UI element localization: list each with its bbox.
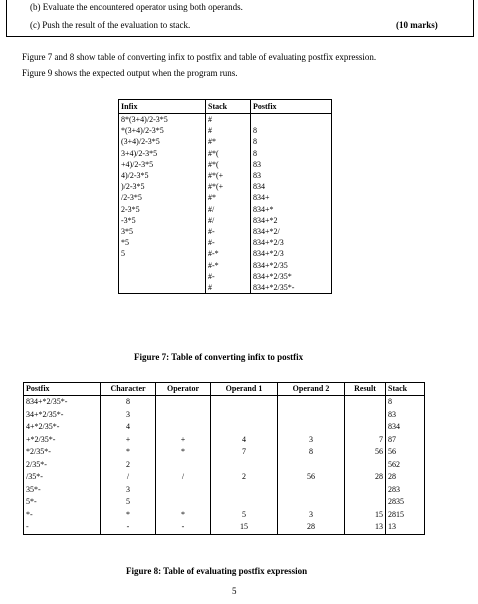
cell-stack: 2815 [386, 509, 425, 522]
header-infix: Infix [119, 100, 206, 114]
cell-postfix-expr: 834+*2/35*- [24, 396, 101, 409]
cell-operand-1: 5 [211, 509, 278, 522]
cell-stack: #* [206, 192, 251, 203]
cell-postfix-expr: 34+*2/35*- [24, 409, 101, 422]
cell-character: / [101, 471, 156, 484]
cell-infix: *5 [119, 237, 206, 248]
cell-infix: 4)/2-3*5 [119, 170, 206, 181]
cell-postfix: 834 [251, 181, 332, 192]
cell-operator [156, 484, 211, 497]
cell-result: 56 [345, 446, 386, 459]
cell-operand-1: 2 [211, 471, 278, 484]
cell-operand-2 [278, 396, 345, 409]
cell-postfix: 834+* [251, 204, 332, 215]
cell-stack: 8 [386, 396, 425, 409]
cell-stack: #-* [206, 248, 251, 259]
table-row [119, 181, 332, 192]
cell-character: * [101, 446, 156, 459]
cell-stack: #- [206, 237, 251, 248]
cell-stack: #*(+ [206, 181, 251, 192]
table-row [24, 471, 425, 484]
cell-character: 4 [101, 421, 156, 434]
cell-postfix: 834+*2/35* [251, 271, 332, 282]
infix-to-postfix-table [118, 99, 332, 294]
cell-postfix: 834+*2/35*- [251, 282, 332, 294]
cell-infix: (3+4)/2-3*5 [119, 136, 206, 147]
header-result: Result [345, 383, 386, 396]
cell-operator [156, 459, 211, 472]
cell-postfix: 834+*2/ [251, 226, 332, 237]
cell-postfix: 834+*2 [251, 215, 332, 226]
cell-stack: 13 [386, 521, 425, 534]
header-operand-1: Operand 1 [211, 383, 278, 396]
cell-stack: # [206, 282, 251, 294]
cell-infix: 3*5 [119, 226, 206, 237]
header-operator: Operator [156, 383, 211, 396]
cell-result [345, 484, 386, 497]
cell-infix: )/2-3*5 [119, 181, 206, 192]
cell-operator: * [156, 509, 211, 522]
cell-postfix: 834+*2/35 [251, 260, 332, 271]
header-postfix: Postfix [251, 100, 332, 114]
infix-table-body [119, 114, 332, 294]
cell-infix: /2-3*5 [119, 192, 206, 203]
table-row [24, 421, 425, 434]
cell-result [345, 496, 386, 509]
cell-character: - [101, 521, 156, 534]
table-row [119, 170, 332, 181]
cell-stack: #*( [206, 159, 251, 170]
cell-infix [119, 282, 206, 294]
cell-result [345, 409, 386, 422]
figure8-caption: Figure 8: Table of evaluating postfix expression [126, 566, 308, 576]
cell-character: * [101, 509, 156, 522]
cell-operand-1 [211, 421, 278, 434]
cell-postfix-expr: 2/35*- [24, 459, 101, 472]
cell-character: + [101, 434, 156, 447]
cell-operand-2: 56 [278, 471, 345, 484]
cell-stack: #- [206, 226, 251, 237]
page-number: 5 [232, 586, 237, 596]
cell-postfix-expr: *2/35*- [24, 446, 101, 459]
table-row [119, 114, 332, 126]
table-row [119, 248, 332, 259]
table-row [119, 271, 332, 282]
cell-postfix: 8 [251, 125, 332, 136]
table-row [24, 434, 425, 447]
table-row [24, 396, 425, 409]
table-row [119, 204, 332, 215]
header-character: Character [101, 383, 156, 396]
cell-stack: #*( [206, 148, 251, 159]
cell-stack: #* [206, 136, 251, 147]
table-row [24, 409, 425, 422]
cell-infix: 2-3*5 [119, 204, 206, 215]
cell-operand-1 [211, 459, 278, 472]
cell-postfix: 834+ [251, 192, 332, 203]
cell-stack: 2835 [386, 496, 425, 509]
cell-stack: #*(+ [206, 170, 251, 181]
cell-character: 2 [101, 459, 156, 472]
cell-postfix-expr: 4+*2/35*- [24, 421, 101, 434]
cell-operand-1: 4 [211, 434, 278, 447]
cell-operand-2: 28 [278, 521, 345, 534]
cell-infix: 5 [119, 248, 206, 259]
cell-result: 13 [345, 521, 386, 534]
cell-postfix-expr: *- [24, 509, 101, 522]
table-row [119, 215, 332, 226]
cell-operand-2 [278, 484, 345, 497]
header-operand-2: Operand 2 [278, 383, 345, 396]
evaluation-table-body [24, 396, 425, 535]
table-row [119, 148, 332, 159]
cell-operand-1 [211, 396, 278, 409]
question-item-c: (c) Push the result of the evaluation to stack. [30, 20, 191, 30]
cell-stack: # [206, 114, 251, 126]
cell-result [345, 421, 386, 434]
cell-postfix-expr: /35*- [24, 471, 101, 484]
cell-result [345, 396, 386, 409]
cell-infix [119, 271, 206, 282]
cell-character: 8 [101, 396, 156, 409]
cell-postfix: 83 [251, 159, 332, 170]
cell-operator [156, 396, 211, 409]
cell-infix: *(3+4)/2-3*5 [119, 125, 206, 136]
cell-stack: 56 [386, 446, 425, 459]
cell-operand-2 [278, 496, 345, 509]
cell-stack: #/ [206, 215, 251, 226]
table-row [24, 446, 425, 459]
table-row [119, 260, 332, 271]
cell-postfix-expr: 5*- [24, 496, 101, 509]
table-row [24, 521, 425, 534]
cell-stack: #- [206, 271, 251, 282]
table-row [119, 226, 332, 237]
table-row [24, 484, 425, 497]
cell-operator [156, 409, 211, 422]
figure7-caption: Figure 7: Table of converting infix to postfix [134, 352, 304, 362]
cell-operand-1 [211, 484, 278, 497]
cell-result: 28 [345, 471, 386, 484]
cell-operator: - [156, 521, 211, 534]
cell-postfix: 8 [251, 148, 332, 159]
cell-infix: -3*5 [119, 215, 206, 226]
cell-stack: 87 [386, 434, 425, 447]
table-row [24, 496, 425, 509]
cell-infix: +4)/2-3*5 [119, 159, 206, 170]
cell-postfix: 834+*2/3 [251, 237, 332, 248]
cell-stack: 562 [386, 459, 425, 472]
intro-line-1: Figure 7 and 8 show table of converting infix to postfix and table of evaluating postfix expression. [22, 52, 377, 62]
cell-postfix: 83 [251, 170, 332, 181]
cell-stack: 28 [386, 471, 425, 484]
cell-stack: 834 [386, 421, 425, 434]
cell-operand-1: 15 [211, 521, 278, 534]
header-stack-eval: Stack [386, 383, 425, 396]
table-row [24, 459, 425, 472]
cell-postfix-expr: +*2/35*- [24, 434, 101, 447]
cell-postfix-expr: - [24, 521, 101, 534]
cell-operand-2: 3 [278, 509, 345, 522]
cell-operand-1 [211, 409, 278, 422]
intro-line-2: Figure 9 shows the expected output when the program runs. [22, 68, 238, 78]
cell-character: 5 [101, 496, 156, 509]
cell-operand-2 [278, 421, 345, 434]
cell-operator [156, 421, 211, 434]
cell-infix: 3+4)/2-3*5 [119, 148, 206, 159]
cell-operand-2: 8 [278, 446, 345, 459]
cell-postfix-expr: 35*- [24, 484, 101, 497]
cell-postfix [251, 114, 332, 126]
cell-result: 15 [345, 509, 386, 522]
cell-operand-2 [278, 459, 345, 472]
marks-label: (10 marks) [396, 20, 438, 30]
cell-operand-2: 3 [278, 434, 345, 447]
table-row [119, 125, 332, 136]
cell-stack: #/ [206, 204, 251, 215]
table-row [119, 192, 332, 203]
table-row [119, 237, 332, 248]
cell-operator: * [156, 446, 211, 459]
cell-postfix: 834+*2/3 [251, 248, 332, 259]
cell-operand-1 [211, 496, 278, 509]
header-postfix-expr: Postfix [24, 383, 101, 396]
header-stack: Stack [206, 100, 251, 114]
cell-stack: #-* [206, 260, 251, 271]
table-row [119, 282, 332, 294]
postfix-evaluation-table [23, 382, 425, 535]
cell-operand-1: 7 [211, 446, 278, 459]
cell-infix: 8*(3+4)/2-3*5 [119, 114, 206, 126]
table-row [119, 136, 332, 147]
cell-stack: 83 [386, 409, 425, 422]
cell-operand-2 [278, 409, 345, 422]
cell-operator: + [156, 434, 211, 447]
cell-infix [119, 260, 206, 271]
cell-result [345, 459, 386, 472]
cell-character: 3 [101, 409, 156, 422]
cell-stack: # [206, 125, 251, 136]
cell-result: 7 [345, 434, 386, 447]
cell-operator: / [156, 471, 211, 484]
cell-stack: 283 [386, 484, 425, 497]
cell-operator [156, 496, 211, 509]
question-item-b: (b) Evaluate the encountered operator using both operands. [30, 2, 243, 12]
cell-character: 3 [101, 484, 156, 497]
table-row [119, 159, 332, 170]
table-row [24, 509, 425, 522]
cell-postfix: 8 [251, 136, 332, 147]
